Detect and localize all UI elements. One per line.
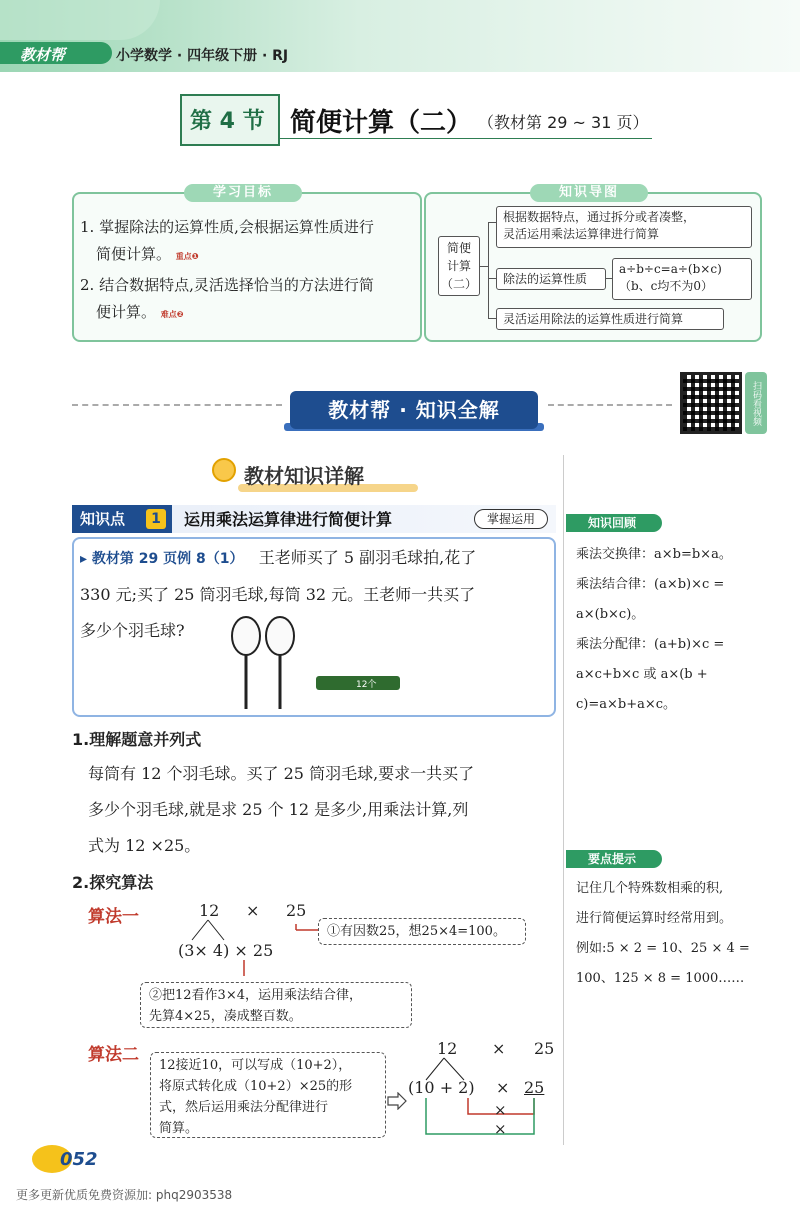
branch1-line2: 灵活运用乘法运算律进行简算 [503,227,660,241]
knowledge-point-title: 运用乘法运算律进行简便计算 [184,510,393,529]
header-decoration [0,0,160,40]
step1-text [88,756,558,864]
banner-divider-right [548,404,672,406]
goal-1-line2: 简便计算。 [96,245,172,263]
alg1-arrows [230,918,320,978]
alg2-factor-b: 25 [534,1039,555,1058]
tip-line3: 例如:5 × 2 = 10、25 × 4 = [576,941,750,956]
alg1-note2-line1: ②把12看作3×4，运用乘法结合律， [149,988,362,1003]
example-text [80,540,550,649]
tip-tag: 要点提示 [566,850,662,868]
alg2-desc-line2: 将原式转化成（10+2）×25的形 [159,1079,353,1094]
mindmap-branch-1 [496,206,752,248]
alg1-factor-b: 25 [286,901,307,920]
formula-line1: a÷b÷c=a÷(b×c) [619,262,722,276]
mindmap-root [438,236,480,296]
goal-2-line1: 结合数据特点,灵活选择恰当的方法进行简 [99,276,374,294]
review-line2: 乘法结合律：(a×b)×c = [576,577,725,592]
alg1-note1: ①有因数25，想25×4=100。 [318,918,526,945]
example-line3: 多少个羽毛球? [80,621,185,640]
knowledge-point-label: 知识点 [72,505,172,533]
algorithm1-label: 算法一 [88,907,139,927]
goals-tag: 学习目标 [184,184,302,202]
subheading: 教材知识详解 [244,464,364,488]
course-title: 小学数学 · 四年级下册 · RJ [116,48,289,64]
banner-divider-left [72,404,282,406]
example-line1: 王老师买了 5 副羽毛球拍,花了 [258,548,477,567]
branch1-line1: 根据数据特点，通过拆分或者凑整， [503,210,696,224]
badminton-racket-icon [228,614,300,714]
goal-1-line1: 掌握除法的运算性质,会根据运算性质进行 [99,218,374,236]
alg1-expression: (3× 4) × 25 [178,941,274,960]
mindmap-connector [488,318,496,319]
page-number: 052 [60,1149,98,1170]
step2-heading: 2.探究算法 [72,873,154,892]
goal-1-num: 1. [80,218,95,236]
arrow-right-icon [386,1092,408,1110]
lightbulb-icon [212,458,236,482]
mindmap-branch-2: 除法的运算性质 [496,268,606,290]
mindmap-tag: 知识导图 [530,184,648,202]
review-line3: a×(b×c)。 [576,607,645,622]
knowledge-point-number: 1 [146,509,166,529]
section-underline [280,138,652,139]
step1-line2: 多少个羽毛球,就是求 25 个 12 是多少,用乘法计算,列 [88,800,469,819]
key-point-badge: 重点❶ [175,252,199,261]
alg2-desc-line1: 12接近10，可以写成（10+2）， [159,1058,352,1073]
mindmap-root-line3: （二） [440,277,477,291]
formula-line2: （b、c均不为0） [619,279,714,293]
goal-2-line2: 便计算。 [96,303,157,321]
section-title: 简便计算（二） [290,108,473,138]
alg2-expression-times: × [496,1078,510,1097]
mastery-level-badge: 掌握运用 [474,509,548,529]
review-line1: 乘法交换律：a×b=b×a。 [576,547,732,562]
review-line5: a×c+b×c 或 a×(b + [576,667,708,682]
alg1-factor-a: 12 [199,901,220,920]
alg2-expression-left: (10 + 2) [408,1078,475,1097]
alg2-times: × [492,1039,506,1058]
banner-title: 教材帮 · 知识全解 [290,391,538,429]
alg2-mark1: × [494,1101,507,1119]
alg2-expression-right: 25 [524,1078,545,1097]
brand-label: 教材帮 [20,46,66,64]
mindmap-connector [488,278,496,279]
alg2-desc-line3: 式，然后运用乘法分配律进行 [159,1100,329,1115]
difficulty-badge: 难点❷ [160,310,184,319]
alg2-explanation [150,1052,386,1138]
review-tag: 知识回顾 [566,514,662,532]
alg1-times: × [246,901,260,920]
section-pages: （教材第 29 ~ 31 页） [478,113,649,132]
tip-line2: 进行简便运算时经常用到。 [576,911,733,926]
alg2-desc-line4: 简算。 [159,1121,199,1136]
mindmap-formula [612,258,752,300]
alg2-factor-a: 12 [437,1039,458,1058]
alg2-distribution-lines [420,1096,554,1138]
step1-line3: 式为 12 ×25。 [88,836,201,855]
footer-note: 更多更新优质免费资源加: phq2903538 [16,1188,233,1202]
mindmap-root-line2: 计算 [446,259,471,273]
example-line2: 330 元;买了 25 筒羽毛球,每筒 32 元。王老师一共买了 [80,585,476,604]
mindmap-connector [480,266,488,267]
column-divider [563,455,564,1145]
goal-item-1 [80,214,416,270]
alg1-note2 [140,982,412,1028]
qr-side-label: 扫码看视频 [745,372,767,434]
algorithm2-label: 算法二 [88,1045,139,1065]
review-line6: c)=a×b+a×c。 [576,697,677,712]
alg2-mark2: × [494,1120,507,1138]
tube-label: 12个 [356,680,377,690]
review-text [576,540,776,720]
mindmap-connector [488,222,496,223]
tip-text [576,874,776,994]
step1-line1: 每筒有 12 个羽毛球。买了 25 筒羽毛球,要求一共买了 [88,764,475,783]
alg1-note2-line2: 先算4×25，凑成整百数。 [149,1009,302,1024]
tip-line1: 记住几个特殊数相乘的积, [576,881,724,896]
goal-2-num: 2. [80,276,95,294]
mindmap-branch-3: 灵活运用除法的运算性质进行简算 [496,308,724,330]
qr-code-icon[interactable] [680,372,742,434]
review-line4: 乘法分配律：(a+b)×c = [576,637,725,652]
mindmap-root-line1: 简便 [446,241,471,255]
section-number: 第 4 节 [190,109,265,134]
example-reference: ▸ 教材第 29 页例 8（1） [80,551,244,567]
tip-line4: 100、125 × 8 = 1000…… [576,971,745,986]
goal-item-2 [80,272,416,328]
mindmap-connector [488,222,489,318]
step1-heading: 1.理解题意并列式 [72,730,202,749]
